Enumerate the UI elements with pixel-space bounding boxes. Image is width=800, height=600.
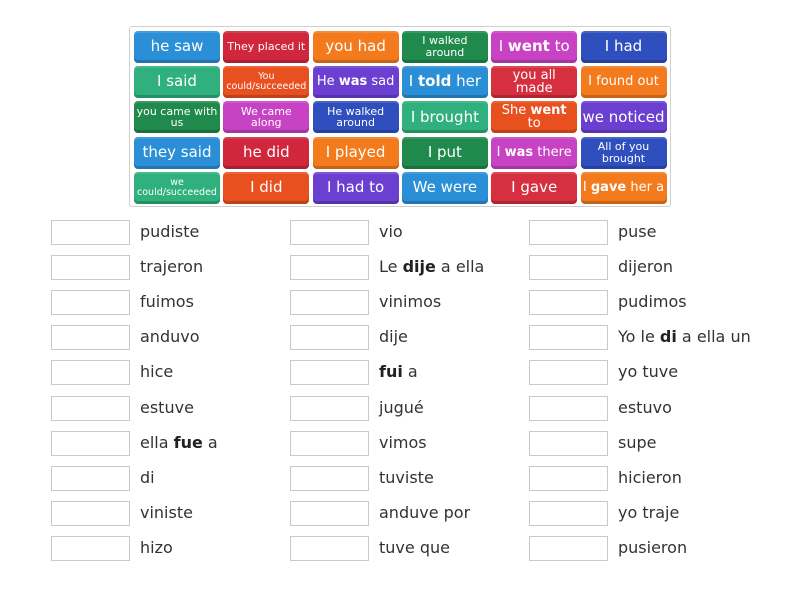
answer-tile[interactable] (223, 101, 309, 133)
answer-tile[interactable] (134, 172, 220, 204)
answer-tile[interactable] (491, 101, 577, 133)
answer-row (51, 396, 291, 422)
answer-tile[interactable] (223, 172, 309, 204)
clue-text: vinimos (379, 292, 442, 312)
answer-tile[interactable] (134, 31, 220, 63)
tile-label: I told her (408, 72, 481, 91)
drop-box[interactable] (290, 536, 369, 561)
clue-text: estuvo (618, 397, 672, 417)
drop-box[interactable] (51, 536, 130, 561)
tile-label: I played (325, 142, 386, 161)
drop-box[interactable] (51, 501, 130, 526)
tile-label: You could/succeeded (226, 71, 307, 93)
drop-box[interactable] (51, 220, 130, 245)
drop-box[interactable] (51, 466, 130, 491)
tile-label: I did (250, 177, 283, 196)
answer-tile[interactable] (313, 172, 399, 204)
answer-row (51, 360, 291, 386)
answer-row (529, 396, 769, 422)
answer-tile[interactable] (581, 101, 667, 133)
answer-tile[interactable] (134, 101, 220, 133)
answer-tile[interactable] (402, 172, 488, 204)
clue-text: ella fue a (140, 432, 218, 452)
clue-text: dijeron (618, 257, 674, 277)
drop-box[interactable] (290, 290, 369, 315)
tile-label: I gave her a (582, 179, 665, 195)
tile-label: I put (427, 142, 462, 161)
clue-text: trajeron (140, 257, 204, 277)
answer-row (51, 220, 291, 246)
drop-box[interactable] (51, 396, 130, 421)
answer-tile[interactable] (313, 66, 399, 98)
clue-text: estuve (140, 397, 194, 417)
drop-box[interactable] (290, 360, 369, 385)
answer-row (529, 431, 769, 457)
clue-text: vimos (379, 432, 427, 452)
clue-text: fuimos (140, 292, 194, 312)
clue-text: di (140, 467, 155, 487)
answer-row (529, 466, 769, 492)
clue-text: jugué (379, 397, 424, 417)
answer-row (51, 325, 291, 351)
answer-row (51, 290, 291, 316)
clue-text: yo tuve (618, 362, 679, 382)
answer-row (290, 501, 530, 527)
clue-text: yo traje (618, 502, 680, 522)
answer-tile[interactable] (134, 137, 220, 169)
drop-box[interactable] (51, 360, 130, 385)
drop-box[interactable] (290, 501, 369, 526)
tile-label: we could/succeeded (137, 176, 217, 198)
clue-text: pusieron (618, 537, 688, 557)
tile-label: you all made (512, 67, 556, 97)
clue-text: vio (379, 222, 403, 241)
clue-text: hice (140, 362, 174, 382)
answer-row (290, 396, 530, 422)
tile-label: I found out (588, 74, 659, 90)
tile-label: We came along (240, 104, 292, 130)
answer-row (529, 290, 769, 316)
answer-row (51, 255, 291, 281)
answer-tile[interactable] (402, 31, 488, 63)
tile-label: I was there (496, 144, 572, 160)
answer-row (529, 501, 769, 527)
drop-box[interactable] (51, 325, 130, 350)
clue-text: anduvo (140, 327, 200, 347)
answer-row (290, 290, 530, 316)
drop-box[interactable] (529, 396, 608, 421)
answer-row (290, 360, 530, 386)
tile-label: I brought (410, 107, 479, 126)
drop-box[interactable] (290, 255, 369, 280)
clue-text: tuve que (379, 537, 450, 557)
answer-tile[interactable] (313, 31, 399, 63)
answer-row (51, 501, 291, 527)
answer-row (529, 536, 769, 562)
answer-row (290, 220, 530, 246)
tile-label: they said (142, 142, 212, 161)
answer-tile[interactable] (313, 101, 399, 133)
tile-label: All of you brought (597, 140, 650, 165)
answer-tile[interactable] (581, 66, 667, 98)
clue-text: Le dije a ella (379, 257, 485, 277)
drop-box[interactable] (290, 220, 369, 245)
tile-label: you came with us (136, 104, 218, 130)
answer-row (529, 325, 769, 351)
clue-text: puse (618, 222, 657, 241)
answer-row (290, 536, 530, 562)
drop-box[interactable] (529, 290, 608, 315)
answer-tile[interactable] (491, 137, 577, 169)
tile-label: She went to (501, 102, 567, 132)
answer-row (529, 255, 769, 281)
answer-tile[interactable] (223, 31, 309, 63)
drop-box[interactable] (529, 431, 608, 456)
tiles-panel (129, 26, 671, 207)
clue-text: tuviste (379, 467, 434, 487)
answer-tile[interactable] (313, 137, 399, 169)
answer-tile[interactable] (491, 172, 577, 204)
tile-label: They placed it (227, 40, 306, 54)
drop-box[interactable] (51, 255, 130, 280)
drop-box[interactable] (290, 325, 369, 350)
tile-label: I walked around (422, 34, 468, 59)
drop-box[interactable] (290, 431, 369, 456)
tile-label: We were (412, 177, 478, 196)
answer-row (51, 466, 291, 492)
clue-text: pudimos (618, 292, 687, 312)
answer-tile[interactable] (491, 66, 577, 98)
clue-text: pudiste (140, 222, 200, 241)
answer-row (51, 536, 291, 562)
answer-tile[interactable] (223, 66, 309, 98)
answer-row (529, 220, 769, 246)
drop-box[interactable] (529, 360, 608, 385)
answer-row (290, 255, 530, 281)
answer-row (290, 325, 530, 351)
answer-tile[interactable] (491, 31, 577, 63)
drop-box[interactable] (529, 255, 608, 280)
drop-box[interactable] (529, 501, 608, 526)
drop-box[interactable] (290, 396, 369, 421)
tile-label: I went to (498, 37, 570, 56)
tile-label: I had to (326, 177, 385, 196)
tile-label: I gave (511, 177, 558, 196)
clue-text: hicieron (618, 467, 682, 487)
answer-tile[interactable] (581, 137, 667, 169)
clue-text: hizo (140, 537, 173, 557)
drop-box[interactable] (290, 466, 369, 491)
tile-label: I said (157, 72, 197, 91)
answer-tile[interactable] (402, 137, 488, 169)
answer-row (290, 431, 530, 457)
drop-box[interactable] (529, 220, 608, 245)
tile-label: He was sad (316, 74, 395, 90)
tile-label: He walked around (327, 104, 385, 130)
answer-row (51, 431, 291, 457)
answer-tile[interactable] (402, 66, 488, 98)
answer-tile[interactable] (402, 101, 488, 133)
drop-box[interactable] (51, 290, 130, 315)
drop-box[interactable] (529, 466, 608, 491)
drop-box[interactable] (529, 325, 608, 350)
tile-label: you had (325, 37, 386, 56)
clue-text: fui a (379, 362, 418, 382)
tile-label: he did (242, 142, 290, 161)
answer-row (529, 360, 769, 386)
tile-label: he saw (150, 37, 204, 56)
answer-row (290, 466, 530, 492)
clue-text: Yo le di a ella un (618, 327, 751, 347)
clue-text: dije (379, 327, 408, 347)
answer-tile[interactable] (581, 172, 667, 204)
answer-tile[interactable] (134, 66, 220, 98)
clue-text: supe (618, 432, 657, 452)
answer-tile[interactable] (581, 31, 667, 63)
clue-text: anduve por (379, 502, 471, 522)
clue-text: viniste (140, 502, 193, 522)
tile-label: we noticed (582, 107, 665, 126)
answer-tile[interactable] (223, 137, 309, 169)
drop-box[interactable] (51, 431, 130, 456)
drop-box[interactable] (529, 536, 608, 561)
tile-label: I had (604, 37, 643, 56)
